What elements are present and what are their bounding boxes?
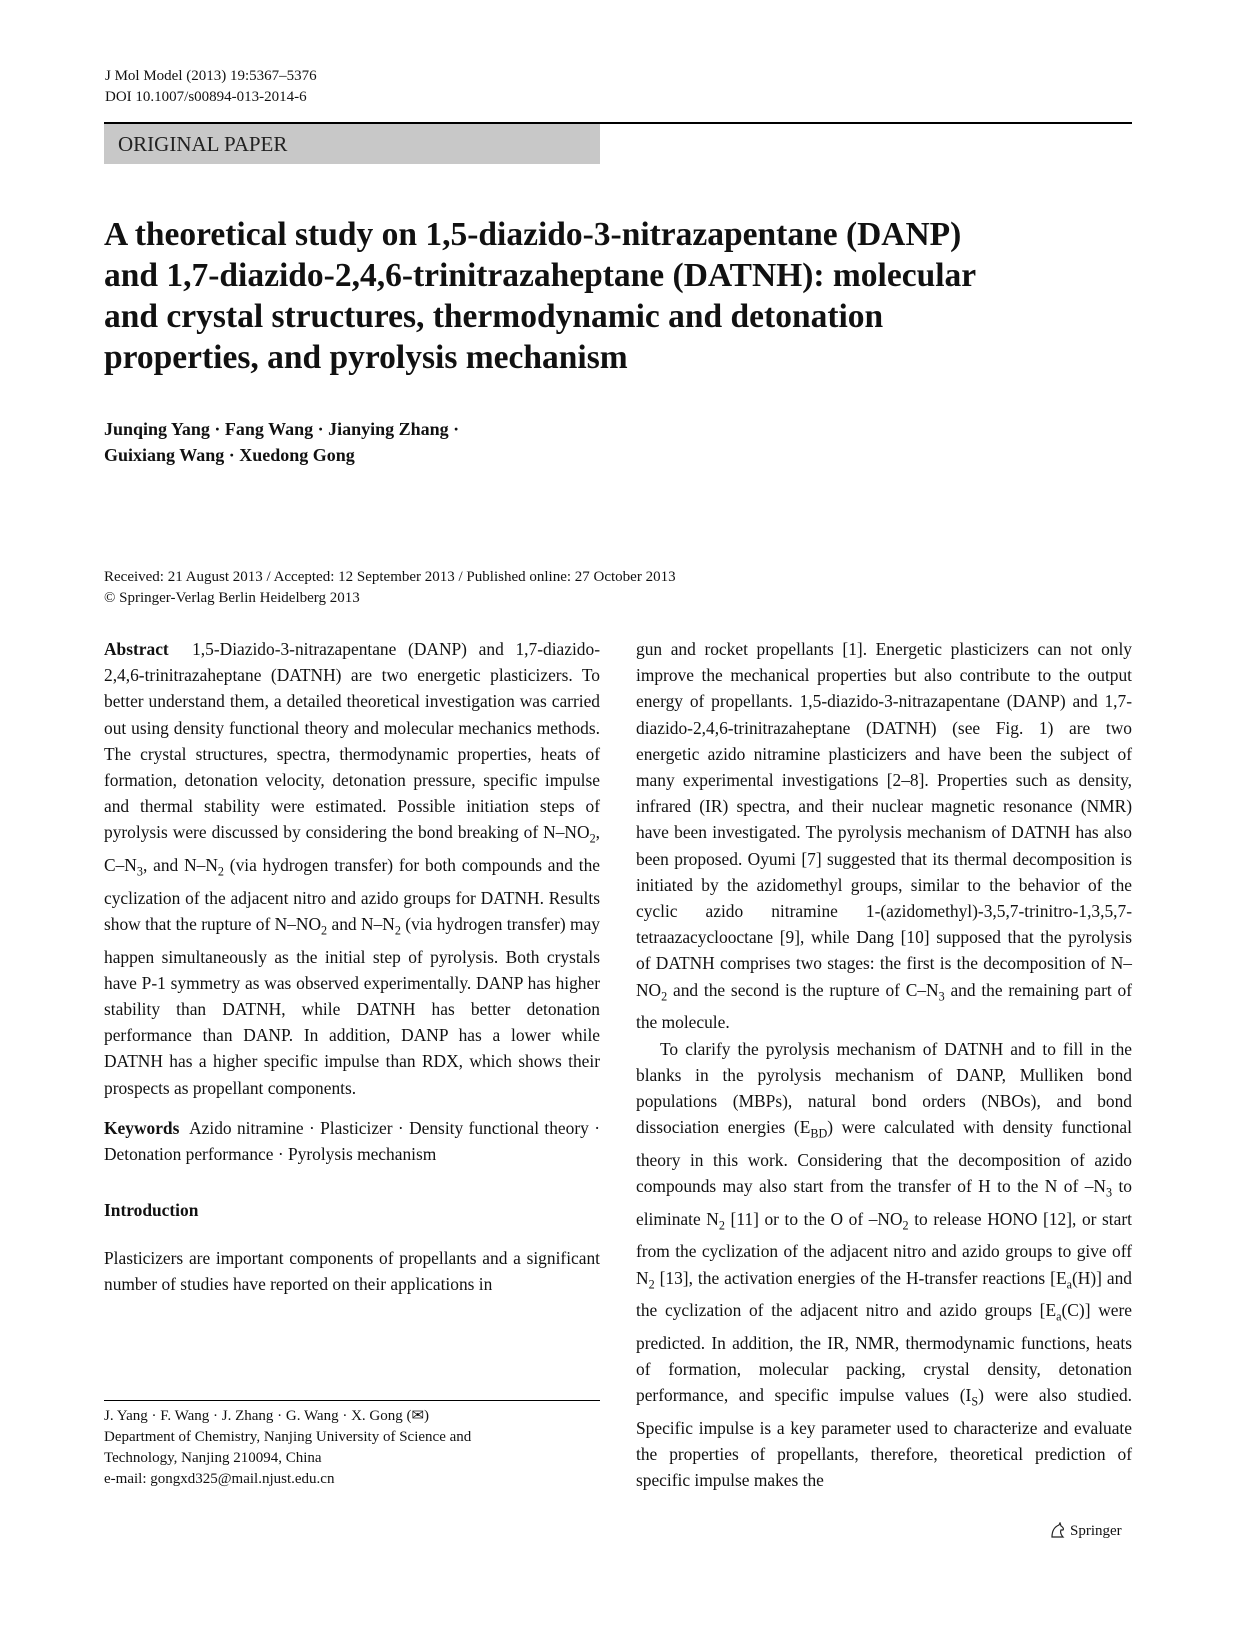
- body-paragraph: gun and rocket propellants [1]. Energetic plasticizers can not only improve the mechanical properties but also contribute to the output energy of propellants. 1,5-diazido-3-nitrazapentane (DANP) and 1,7-diazido-2,4,6-trinitrazaheptane (DATNH) (see Fig. 1) are two energetic azido nitramine plasticizers and have been the subject of many experimental investigations [2–8]. Properties such as density, infrared (IR) spectra, and their nuclear magnetic resonance (NMR) have been investigated. The pyrolysis mechanism of DATNH has also been proposed. Oyumi [7] suggested that its thermal decomposition is initiated by the azidomethyl groups, similar to the behavior of the cyclic azido nitramine 1-(azidomethyl)-3,5,7-trinitro-1,3,5,7-tetraazacyclooctane [9], while Dang [10] supposed that the pyrolysis of DATNH comprises two stages: the first is the decomposition of $N-NO_2$ and the second is the rupture of $C-N_3$ and the remaining part of the molecule.: [636, 639, 1132, 1033]
- springer-horse-icon: [1048, 1522, 1066, 1540]
- publisher-logo: [1048, 1522, 1122, 1540]
- section-label: ORIGINAL PAPER: [104, 124, 600, 164]
- section-heading: Introduction: [104, 1200, 199, 1221]
- body-paragraph: To clarify the pyrolysis mechanism of DATNH and to fill in the blanks in the pyrolysis mechanism of DANP, Mulliken bond populations (MBPs), natural bond orders (NBOs), and bond dissociation energies $(E_{BD})$ were calculated with density functional theory in this work. Considering that the decomposition of azido compounds may also start from the transfer of H to the N of $-N_3$ to eliminate $N_2$ [11] or to the O of $-NO_2$ to release HONO [12], or start from the cyclization of the adjacent nitro and azido groups to give off $N_2$ [13], the activation energies of the H-transfer reactions $[E_a(H)]$ and the cyclization of the adjacent nitro and azido groups $[E_a(C)]$ were predicted. In addition, the IR, NMR, thermodynamic functions, heats of formation, molecular packing, crystal density, detonation performance, and specific impulse values $(I_S)$ were also studied. Specific impulse is a key parameter used to characterize and evaluate the properties of propellants, therefore, theoretical prediction of specific impulse makes the: [636, 1038, 1133, 1491]
- journal-info: [105, 66, 317, 108]
- journal-citation: J Mol Model (2013) 19:5367–5376: [105, 68, 317, 84]
- publication-dates: [104, 567, 676, 609]
- keywords: Keywords Azido nitramine · Plasticizer · Density functional theory · Detonation performance · Pyrolysis mechanism: [104, 1117, 600, 1165]
- left-column: [104, 636, 600, 1298]
- footnote-department: Department of Chemistry, Nanjing University of Science and: [104, 1429, 472, 1445]
- publisher-name: Springer: [1070, 1522, 1122, 1539]
- paper-title: [104, 214, 1064, 378]
- title-line: properties, and pyrolysis mechanism: [104, 339, 628, 376]
- footnote-rule: [104, 1400, 600, 1401]
- footnote-email[interactable]: e-mail: gongxd325@mail.njust.edu.cn: [104, 1471, 335, 1487]
- title-line: A theoretical study on 1,5-diazido-3-nitrazapentane (DANP): [104, 216, 962, 253]
- history-dates: Received: 21 August 2013 / Accepted: 12 September 2013 / Published online: 27 October 2013: [104, 569, 676, 585]
- author-line: Junqing Yang · Fang Wang · Jianying Zhang ·: [104, 419, 460, 439]
- footnote-authors: J. Yang · F. Wang · J. Zhang · G. Wang · X. Gong (✉): [104, 1408, 430, 1424]
- author-list: [104, 416, 459, 468]
- author-line: Guixiang Wang · Xuedong Gong: [104, 445, 355, 465]
- right-column: [636, 636, 1132, 1494]
- abstract: Abstract 1,5-Diazido-3-nitrazapentane (DANP) and 1,7-diazido-2,4,6-trinitrazaheptane (DATNH) are two energetic plasticizers. To better understand them, a detailed theoretical investigation was carried out using density functional theory and molecular mechanics methods. The crystal structures, spectra, thermodynamic properties, heats of formation, detonation velocity, detonation pressure, specific impulse and thermal stability were estimated. Possible initiation steps of pyrolysis were discussed by considering the bond breaking of $N-NO_2$, $C-N_3$, and $N-N_2$ (via hydrogen transfer) for both compounds and the cyclization of the adjacent nitro and azido groups for DATNH. Results show that the rupture of $N-NO_2$ and $N-N_2$ (via hydrogen transfer) may happen simultaneously as the initial step of pyrolysis. Both crystals have P-1 symmetry as was observed experimentally. DANP has higher stability than DATNH, while DATNH has better detonation performance than DANP. In addition, DANP has a lower while DATNH has a higher specific impulse than RDX, which shows their prospects as propellant components.: [104, 639, 601, 1098]
- copyright: © Springer-Verlag Berlin Heidelberg 2013: [104, 590, 360, 606]
- footnote-location: Technology, Nanjing 210094, China: [104, 1450, 322, 1466]
- abstract-label: Abstract: [104, 639, 169, 659]
- affiliation-footnote: [104, 1406, 471, 1490]
- keywords-label: Keywords: [104, 1117, 180, 1138]
- doi: DOI 10.1007/s00894-013-2014-6: [105, 89, 307, 105]
- title-line: and crystal structures, thermodynamic and detonation: [104, 298, 884, 335]
- title-line: and 1,7-diazido-2,4,6-trinitrazaheptane (DATNH): molecular: [104, 257, 977, 294]
- intro-paragraph: Plasticizers are important components of propellants and a significant number of studies have reported on their applications in: [104, 1248, 600, 1295]
